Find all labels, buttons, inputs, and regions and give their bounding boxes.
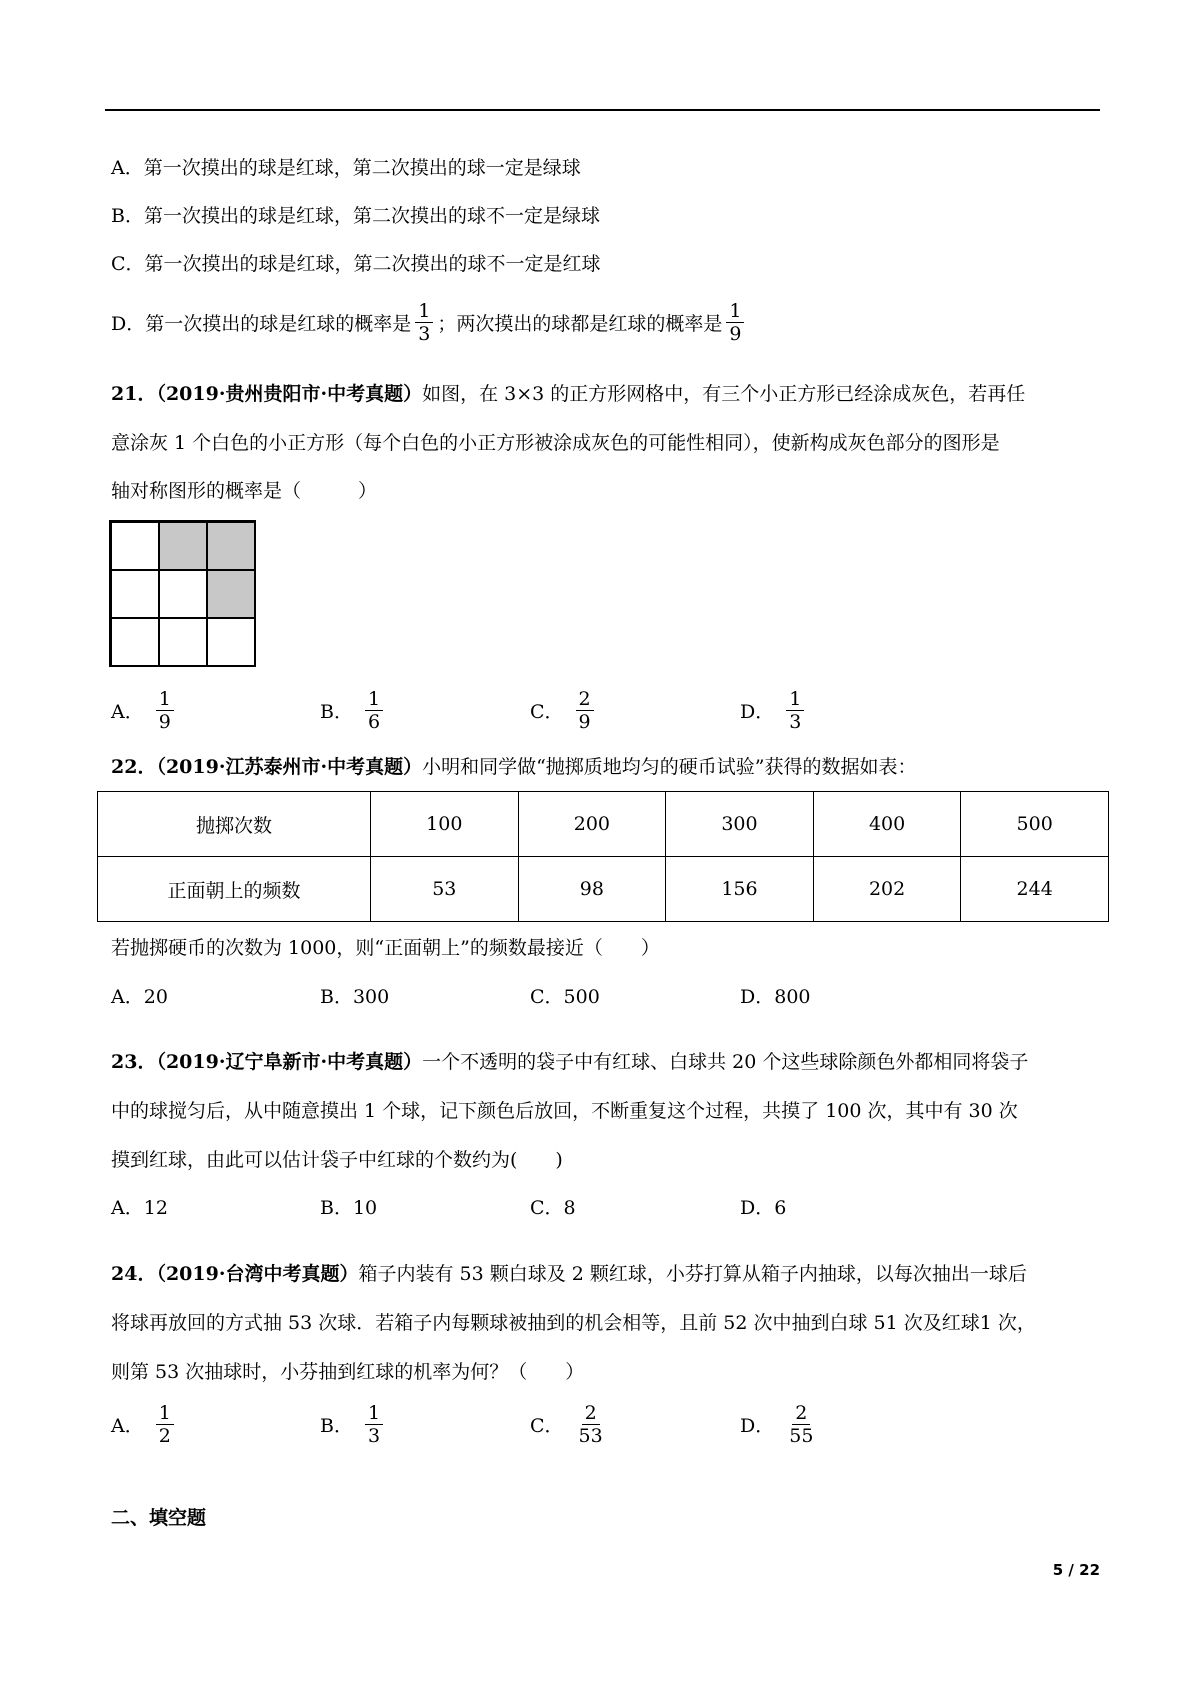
q23-option-c: C．8 [530, 1197, 576, 1219]
grid-cell-gray [207, 570, 255, 618]
header-rule [105, 109, 1100, 111]
q24-line3: 则第 53 次抽球时，小芬抽到红球的机率为何？（ ） [111, 1361, 585, 1383]
q22-option-d: D．800 [740, 986, 811, 1008]
table-cell: 202 [813, 857, 961, 922]
q22-option-a: A．20 [111, 986, 168, 1008]
table-cell: 156 [666, 857, 814, 922]
prev-option-c: C．第一次摸出的球是红球，第二次摸出的球不一定是红球 [111, 253, 601, 275]
square-grid-figure [109, 520, 256, 667]
q23-line3: 摸到红球，由此可以估计袋子中红球的个数约为( ) [111, 1149, 563, 1171]
fraction: $\frac{1}{3}$ [415, 300, 433, 345]
page-number: 5 / 22 [1052, 1561, 1100, 1579]
q21-option-b: B． $\frac{1}{6}$ [320, 682, 387, 738]
q21-option-c: C． $\frac{2}{9}$ [530, 682, 598, 738]
table-cell: 500 [961, 792, 1109, 857]
grid-cell [159, 618, 207, 666]
data-table [97, 791, 1109, 922]
table-cell: 98 [518, 857, 666, 922]
grid-cell [111, 522, 159, 570]
q24-option-d: D． $\frac{2}{55}$ [740, 1396, 820, 1452]
q22-option-b: B．300 [320, 986, 390, 1008]
q22-line1: 22．（2019·江苏泰州市·中考真题）小明和同学做“抛掷质地均匀的硬币试验”获得的数据如表： [111, 756, 917, 778]
fraction: $\frac{1}{9}$ [156, 688, 174, 733]
table-cell: 抛掷次数 [98, 792, 371, 857]
q24-option-b: B． $\frac{1}{3}$ [320, 1396, 387, 1452]
q23-option-a: A．12 [111, 1197, 168, 1219]
grid-cell-gray [159, 522, 207, 570]
grid-cell [111, 570, 159, 618]
q24-option-a: A． $\frac{1}{2}$ [111, 1396, 178, 1452]
fraction: $\frac{1}{3}$ [365, 1402, 383, 1447]
table-row [98, 857, 1109, 922]
q23-option-b: B．10 [320, 1197, 378, 1219]
q22-option-c: C．500 [530, 986, 600, 1008]
table-cell: 400 [813, 792, 961, 857]
q24-option-c: C． $\frac{2}{53}$ [530, 1396, 610, 1452]
fraction: $\frac{2}{55}$ [789, 1401, 814, 1447]
table-cell: 200 [518, 792, 666, 857]
q23-line2: 中的球搅匀后，从中随意摸出 1 个球，记下颜色后放回，不断重复这个过程，共摸了 100 次，其中有 30 次 [111, 1100, 1018, 1122]
table-cell: 244 [961, 857, 1109, 922]
table-cell: 100 [371, 792, 519, 857]
section-title: 二、填空题 [111, 1507, 207, 1529]
fraction: $\frac{1}{3}$ [786, 688, 804, 733]
prev-option-a: A．第一次摸出的球是红球，第二次摸出的球一定是绿球 [111, 157, 581, 179]
table-cell: 正面朝上的频数 [98, 857, 371, 922]
fraction: $\frac{2}{9}$ [576, 688, 594, 733]
prev-option-d: D． 第一次摸出的球是红球的概率是 $\frac{1}{3}$ ；两次摸出的球都是红球的概率是 $\frac{1}{9}$ [111, 294, 748, 350]
q24-line1: 24．（2019·台湾中考真题）箱子内装有 53 颗白球及 2 颗红球，小芬打算从箱子内抽球，以每次抽出一球后 [111, 1263, 1027, 1285]
q24-line2: 将球再放回的方式抽 53 次球．若箱子内每颗球被抽到的机会相等，且前 52 次中抽到白球 51 次及红球1 次， [111, 1312, 1036, 1334]
grid-cell [159, 570, 207, 618]
fraction: $\frac{1}{2}$ [156, 1402, 174, 1447]
q22-question: 若抛掷硬币的次数为 1000，则“正面朝上”的频数最接近（ ） [111, 937, 660, 959]
q23-option-d: D．6 [740, 1197, 787, 1219]
table-row [98, 792, 1109, 857]
table-cell: 53 [371, 857, 519, 922]
fraction: $\frac{1}{6}$ [365, 688, 383, 733]
q21-line2: 意涂灰 1 个白色的小正方形（每个白色的小正方形被涂成灰色的可能性相同），使新构成灰色部分的图形是 [111, 432, 1000, 454]
table-cell: 300 [666, 792, 814, 857]
q21-line3: 轴对称图形的概率是（ ） [111, 480, 378, 502]
grid-cell [111, 618, 159, 666]
fraction: $\frac{1}{9}$ [726, 300, 744, 345]
q21-line1: 21．（2019·贵州贵阳市·中考真题）如图，在 3×3 的正方形网格中，有三个小正方形已经涂成灰色，若再任 [111, 383, 1026, 405]
grid-cell-gray [207, 522, 255, 570]
q23-line1: 23．（2019·辽宁阜新市·中考真题）一个不透明的袋子中有红球、白球共 20 个这些球除颜色外都相同将袋子 [111, 1051, 1029, 1073]
fraction: $\frac{2}{53}$ [578, 1401, 603, 1447]
prev-option-b: B．第一次摸出的球是红球，第二次摸出的球不一定是绿球 [111, 205, 600, 227]
q21-option-d: D． $\frac{1}{3}$ [740, 682, 808, 738]
q21-option-a: A． $\frac{1}{9}$ [111, 682, 178, 738]
grid-cell [207, 618, 255, 666]
